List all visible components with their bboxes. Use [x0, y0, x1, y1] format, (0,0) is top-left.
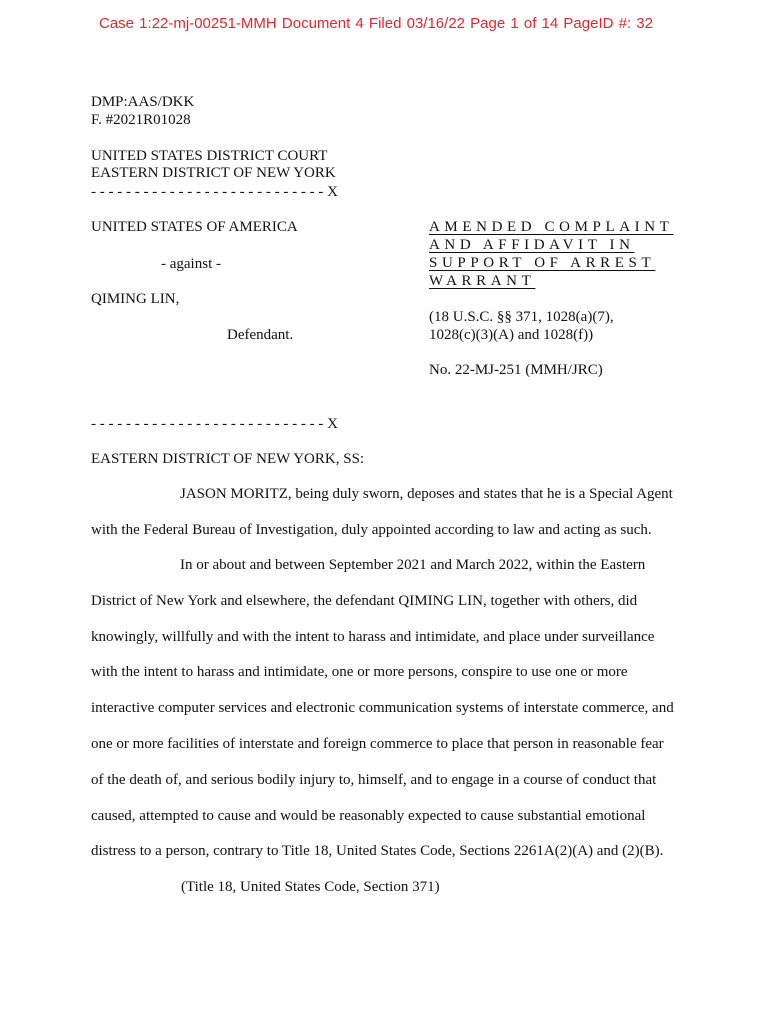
document-title-line-3: SUPPORT OF ARREST [429, 255, 656, 271]
paragraph-line: one or more facilities of interstate and foreign commerce to place that person in reasonable fear [91, 735, 664, 752]
statute-citation: (Title 18, United States Code, Section 371) [181, 879, 440, 895]
paragraph-line: caused, attempted to cause and would be reasonably expected to cause substantial emotional [91, 807, 646, 824]
paragraph-line: distress to a person, contrary to Title 18, United States Code, Sections 2261A(2)(A) and (2)(B). [91, 843, 664, 860]
document-title-line-1: AMENDED COMPLAINT [429, 219, 674, 235]
paragraph-line: of the death of, and serious bodily injury to, himself, and to engage in a course of conduct that [91, 771, 657, 788]
paragraph-line: In or about and between September 2021 and March 2022, within the Eastern [180, 557, 646, 573]
plaintiff-name: UNITED STATES OF AMERICA [91, 219, 298, 235]
paragraph-line: knowingly, willfully and with the intent to harass and intimidate, and place under surveillance [91, 628, 655, 645]
court-district: EASTERN DISTRICT OF NEW YORK [91, 165, 336, 181]
paragraph-line: District of New York and elsewhere, the defendant QIMING LIN, together with others, did [91, 592, 638, 609]
paragraph-line: interactive computer services and electronic communication systems of interstate commerce, and [91, 700, 674, 717]
document-title-line-4: WARRANT [429, 273, 536, 289]
statute-line-1: (18 U.S.C. §§ 371, 1028(a)(7), [429, 309, 614, 325]
paragraph-line: JASON MORITZ, being duly sworn, deposes and states that he is a Special Agent [180, 486, 673, 502]
case-number: No. 22-MJ-251 (MMH/JRC) [429, 362, 603, 378]
caption-divider-bottom: - - - - - - - - - - - - - - - - - - - - - - - - - - - X [91, 416, 338, 432]
file-ref-initials: DMP:AAS/DKK [91, 94, 195, 110]
affiant-paragraph [91, 477, 681, 549]
defendant-name: QIMING LIN, [91, 291, 180, 307]
document-title-line-2: AND AFFIDAVIT IN [429, 237, 635, 253]
caption-divider-top: - - - - - - - - - - - - - - - - - - - - - - - - - - - X [91, 184, 338, 200]
paragraph-line: with the Federal Bureau of Investigation, duly appointed according to law and acting as such. [91, 521, 652, 538]
against-label: - against - [161, 256, 221, 272]
court-name: UNITED STATES DISTRICT COURT [91, 148, 328, 164]
file-ref-number: F. #2021R01028 [91, 112, 191, 128]
defendant-label: Defendant. [227, 327, 294, 343]
paragraph-line: with the intent to harass and intimidate, one or more persons, conspire to use one or more [91, 664, 628, 681]
statute-line-2: 1028(c)(3)(A) and 1028(f)) [429, 327, 594, 343]
venue-line: EASTERN DISTRICT OF NEW YORK, SS: [91, 451, 365, 467]
charge-paragraph [91, 548, 681, 870]
case-header-stamp: Case 1:22-mj-00251-MMH Document 4 Filed 03/16/22 Page 1 of 14 PageID #: 32 [99, 15, 653, 32]
